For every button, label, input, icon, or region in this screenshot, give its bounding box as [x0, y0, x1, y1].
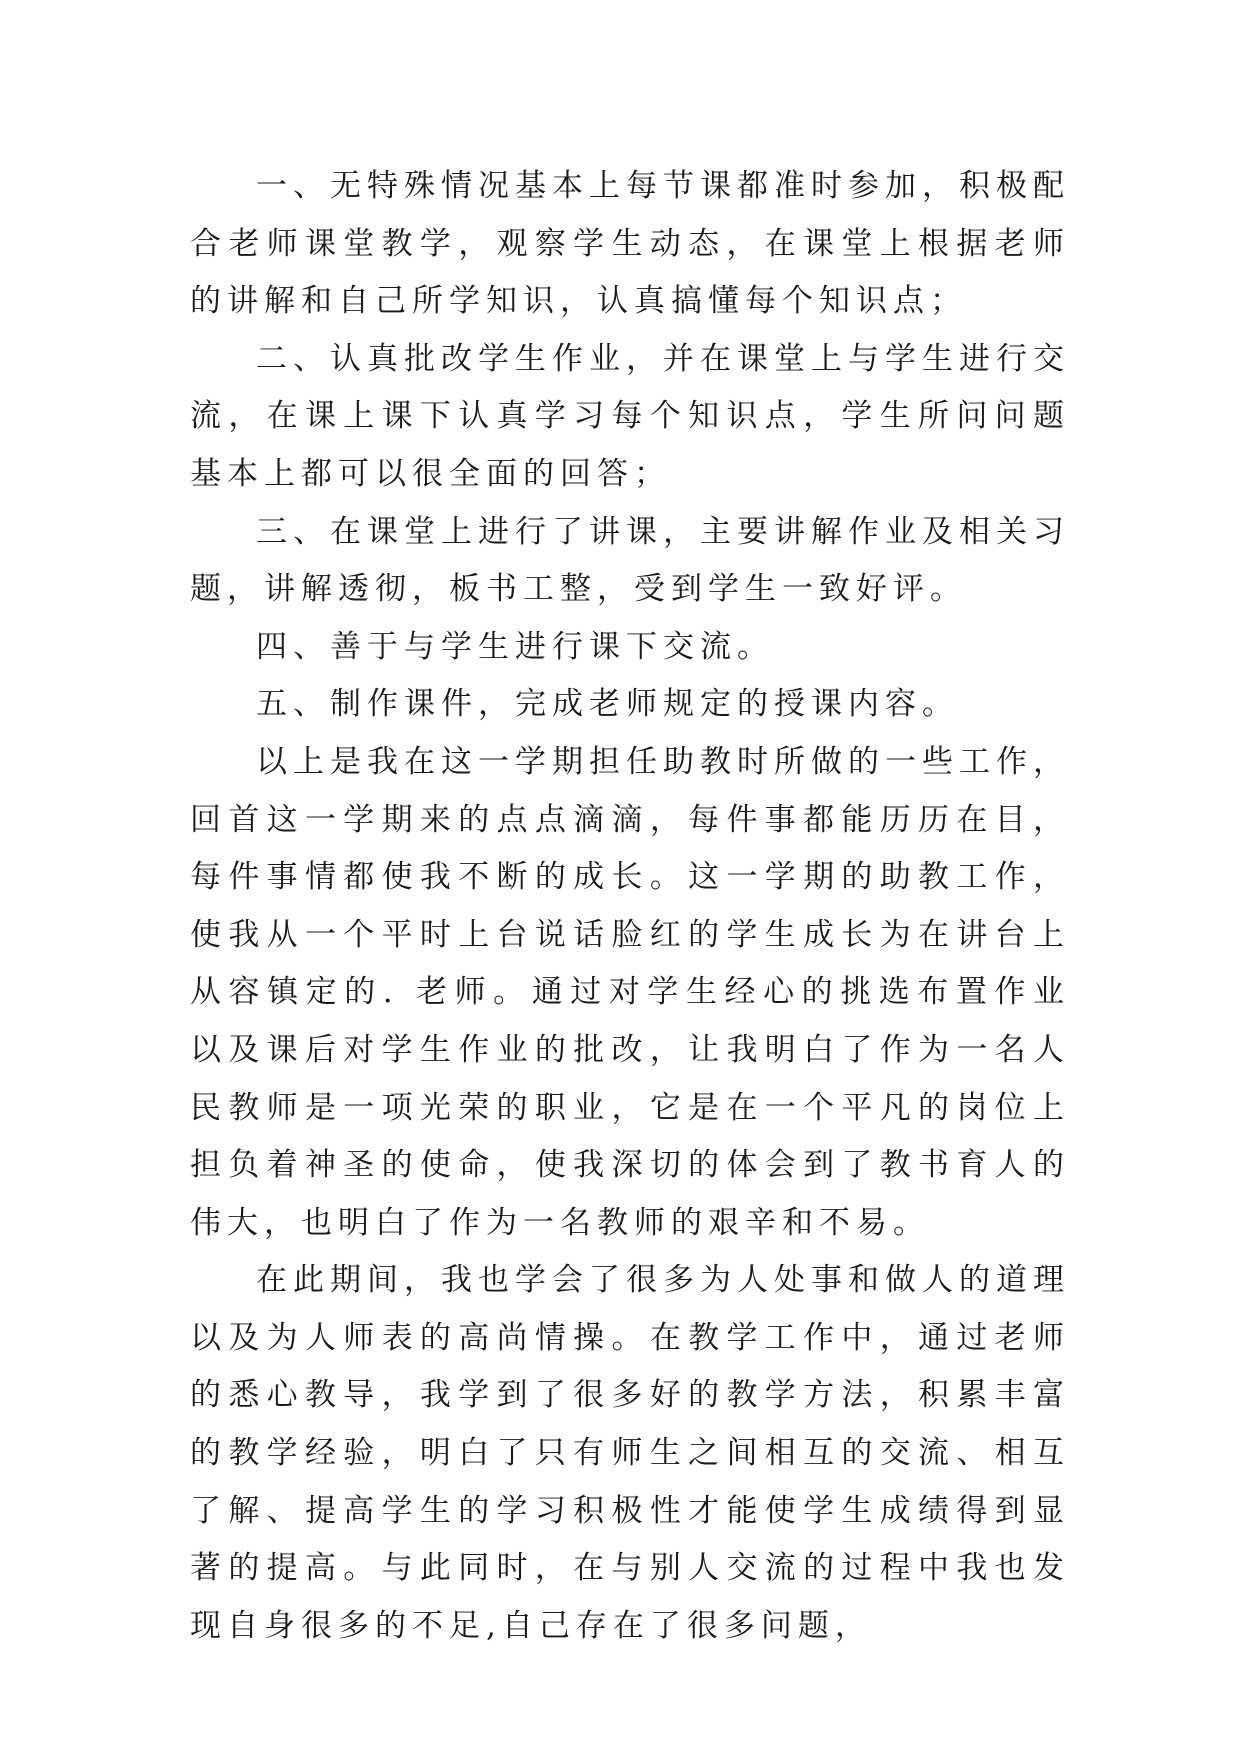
document-body	[190, 158, 1070, 1655]
paragraph-reflection: 在此期间，我也学会了很多为人处事和做人的道理以及为人师表的高尚情操。在教学工作中，通过老师的悉心教导，我学到了很多好的教学方法，积累丰富的教学经验，明白了只有师生之间相互的交流、相互了解、提高学生的学习积极性才能使学生成绩得到显著的提高。与此同时，在与别人交流的过程中我也发现自身很多的不足,自己存在了很多问题，	[190, 1262, 1070, 1644]
paragraph-item-5: 五、制作课件，完成老师规定的授课内容。	[256, 686, 959, 723]
paragraph-item-2: 二、认真批改学生作业，并在课堂上与学生进行交流，在课上课下认真学习每个知识点，学生所问问题基本上都可以很全面的回答；	[190, 340, 1070, 492]
paragraph-summary: 以上是我在这一学期担任助教时所做的一些工作，回首这一学期来的点点滴滴，每件事都能历历在目，每件事情都使我不断的成长。这一学期的助教工作，使我从一个平时上台说话脸红的学生成长为在讲台上从容镇定的. 老师。通过对学生经心的挑选布置作业以及课后对学生作业的批改，让我明白了作为一名人民教师是一项光荣的职业，它是在一个平凡的岗位上担负着神圣的使命，使我深切的体会到了教书育人的伟大，也明白了作为一名教师的艰辛和不易。	[190, 743, 1070, 1241]
paragraph-item-1: 一、无特殊情况基本上每节课都准时参加，积极配合老师课堂教学，观察学生动态，在课堂上根据老师的讲解和自己所学知识，认真搞懂每个知识点；	[190, 168, 1070, 320]
paragraph-item-4: 四、善于与学生进行课下交流。	[256, 628, 774, 665]
paragraph-item-3: 三、在课堂上进行了讲课，主要讲解作业及相关习题，讲解透彻，板书工整，受到学生一致好评。	[190, 513, 1070, 608]
